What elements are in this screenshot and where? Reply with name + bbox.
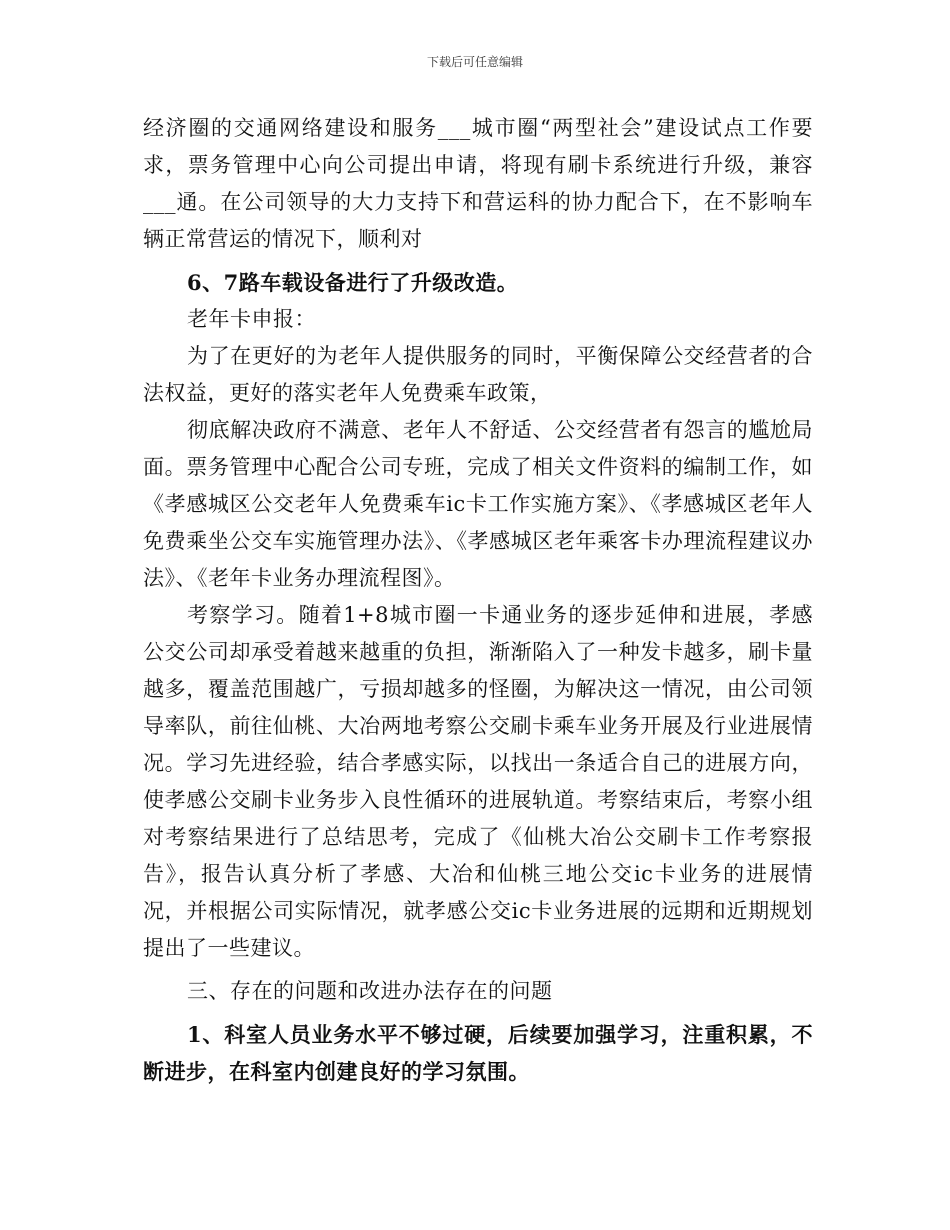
- paragraph-senior-card-documents: 彻底解决政府不满意、老年人不舒适、公交经营者有怨言的尴尬局面。票务管理中心配合公司专班，完成了相关文件资料的编制工作，如《孝感城区公交老年人免费乘车ic卡工作实施方案》、《孝感城区老年人免费乘坐公交车实施管理办法》、《孝感城区老年乘客卡办理流程建议办法》、《老年卡业务办理流程图》。: [143, 418, 813, 590]
- paragraph-study-visit: 考察学习。随着1+8城市圈一卡通业务的逐步延伸和进展，孝感公交公司却承受着越来越重的负担，渐渐陷入了一种发卡越多，刷卡量越多，覆盖范围越广，亏损却越多的怪圈，为解决这一情况，由公司领导率队，前往仙桃、大冶两地考察公交刷卡乘车业务开展及行业进展情况。学习先进经验，结合孝感实际，以找出一条适合自己的进展方向，使孝感公交刷卡业务步入良性循环的进展轨道。考察结束后，考察小组对考察结果进行了总结思考，完成了《仙桃大冶公交刷卡工作考察报告》，报告认真分析了孝感、大冶和仙桃三地公交ic卡业务的进展情况，并根据公司实际情况，就孝感公交ic卡业务进展的远期和近期规划提出了一些建议。: [143, 603, 813, 960]
- paragraph-senior-card-heading: 老年卡申报：: [187, 307, 316, 331]
- paragraph-continuation: 经济圈的交通网络建设和服务___城市圈“两型社会”建设试点工作要求，票务管理中心向公司提出申请，将现有刷卡系统进行升级，兼容___通。在公司领导的大力支持下和营运科的协力配合下，在不影响车辆正常营运的情况下，顺利对: [143, 116, 813, 251]
- paragraph-problem-1: 1、科室人员业务水平不够过硬，后续要加强学习，注重积累，不断进步，在科室内创建良好的学习氛围。: [143, 1022, 813, 1084]
- document-body: [143, 110, 813, 1090]
- section-heading-problems: 三、存在的问题和改进办法存在的问题: [187, 979, 553, 1003]
- paragraph-route-upgrade: 6、7路车载设备进行了升级改造。: [187, 270, 519, 295]
- paragraph-senior-card-purpose: 为了在更好的为老年人提供服务的同时，平衡保障公交经营者的合法权益，更好的落实老年人免费乘车政策，: [143, 344, 813, 405]
- page-header: 下载后可任意编辑: [426, 55, 523, 69]
